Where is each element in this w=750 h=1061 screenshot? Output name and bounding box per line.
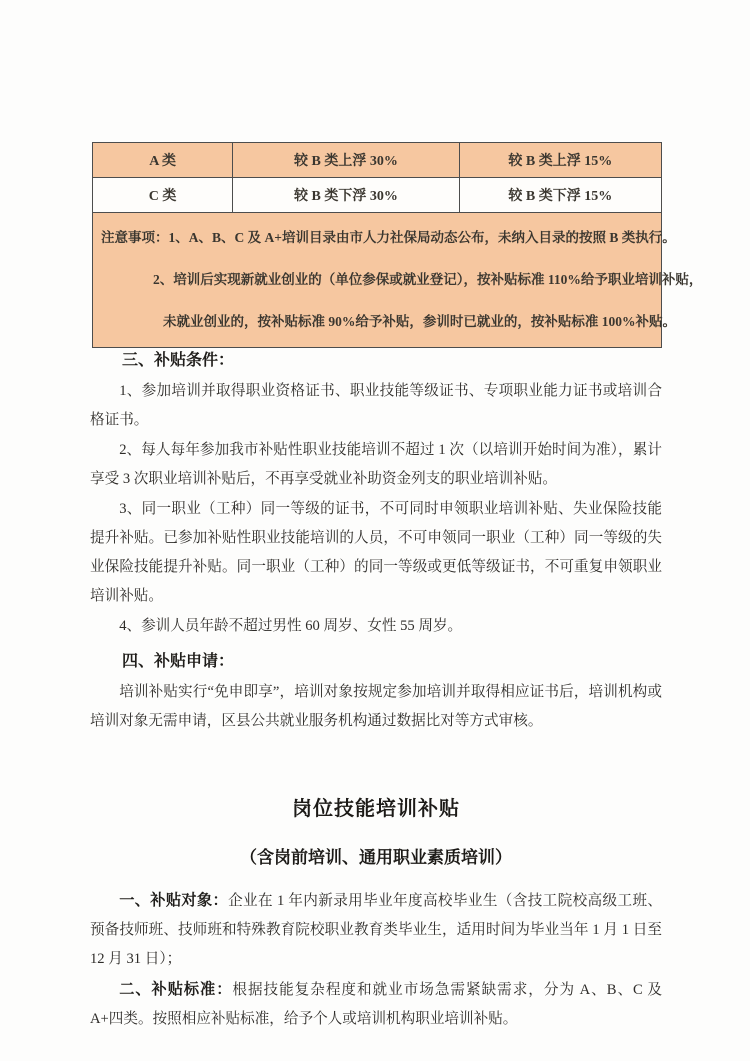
note-line-1: 注意事项：1、A、B、C 及 A+培训目录由市人力社保局动态公布，未纳入目录的按照 B 类执行。 <box>101 230 676 245</box>
note-line-2: 2、培训后实现新就业创业的（单位参保或就业登记），按补贴标准 110%给予职业培训补贴， <box>153 272 703 287</box>
chapter-title: 岗位技能培训补贴 <box>292 798 460 820</box>
table-row-class-c <box>93 178 662 213</box>
chapter-subtitle: （含岗前培训、通用职业素质培训） <box>240 848 512 867</box>
cell-category-c: C 类 <box>93 178 233 213</box>
item-label-target: 一、补贴对象： <box>119 892 229 909</box>
cell-standard-a: 较 B 类上浮 30% <box>233 143 459 178</box>
chapter-items <box>90 886 662 1034</box>
conditions-paragraph-3: 3、同一职业（工种）同一等级的证书，不可同时申领职业培训补贴、失业保险技能提升补贴。已参加补贴性职业技能培训的人员，不可申领同一职业（工种）同一等级的失业保险技能提升补贴。同一职业（工种）的同一等级或更低等级证书，不可重复申领职业培训补贴。 <box>90 501 662 604</box>
conditions-paragraph-4: 4、参训人员年龄不超过男性 60 周岁、女性 55 周岁。 <box>119 618 463 634</box>
subsidy-standard-table <box>92 142 703 348</box>
heading-subsidy-conditions: 三、补贴条件： <box>122 352 235 369</box>
cell-agency-a: 较 B 类上浮 15% <box>459 143 661 178</box>
heading-subsidy-application: 四、补贴申请： <box>122 653 235 670</box>
note-line-3: 未就业创业的，按补贴标准 90%给予补贴，参训时已就业的，按补贴标准 100%补贴。 <box>163 314 676 329</box>
item-label-standard: 二、补贴标准： <box>119 981 233 998</box>
table-row-notes <box>93 213 662 348</box>
application-paragraph-1: 培训补贴实行“免申即享”，培训对象按规定参加培训并取得相应证书后，培训机构或培训对象无需申请，区县公共就业服务机构通过数据比对等方式审核。 <box>90 684 662 729</box>
conditions-paragraph-2: 2、每人每年参加我市补贴性职业技能培训不超过 1 次（以培训开始时间为准），累计享受 3 次职业培训补贴后，不再享受就业补助资金列支的职业培训补贴。 <box>90 442 662 487</box>
table-row-class-a <box>93 143 662 178</box>
post-training-item-2 <box>90 975 662 1034</box>
cell-agency-c: 较 B 类下浮 15% <box>459 178 661 213</box>
notes-cell <box>93 213 703 348</box>
item-text-standard: 根据技能复杂程度和就业市场急需紧缺需求，分为 A、B、C 及 A+四类。按照相应补贴标准，给予个人或培训机构职业培训补贴。 <box>90 982 662 1027</box>
conditions-paragraph-1: 1、参加培训并取得职业资格证书、职业技能等级证书、专项职业能力证书或培训合格证书。 <box>90 383 662 428</box>
document-body <box>90 340 662 1035</box>
item-text-target: 企业在 1 年内新录用毕业年度高校毕业生（含技工院校高级工班、预备技师班、技师班和特殊教育院校职业教育类毕业生，适用时间为毕业当年 1 月 1 日至 12 月 31 日）； <box>90 893 663 967</box>
post-training-item-1 <box>90 886 662 974</box>
cell-standard-c: 较 B 类下浮 30% <box>233 178 459 213</box>
cell-category-a: A 类 <box>93 143 233 178</box>
